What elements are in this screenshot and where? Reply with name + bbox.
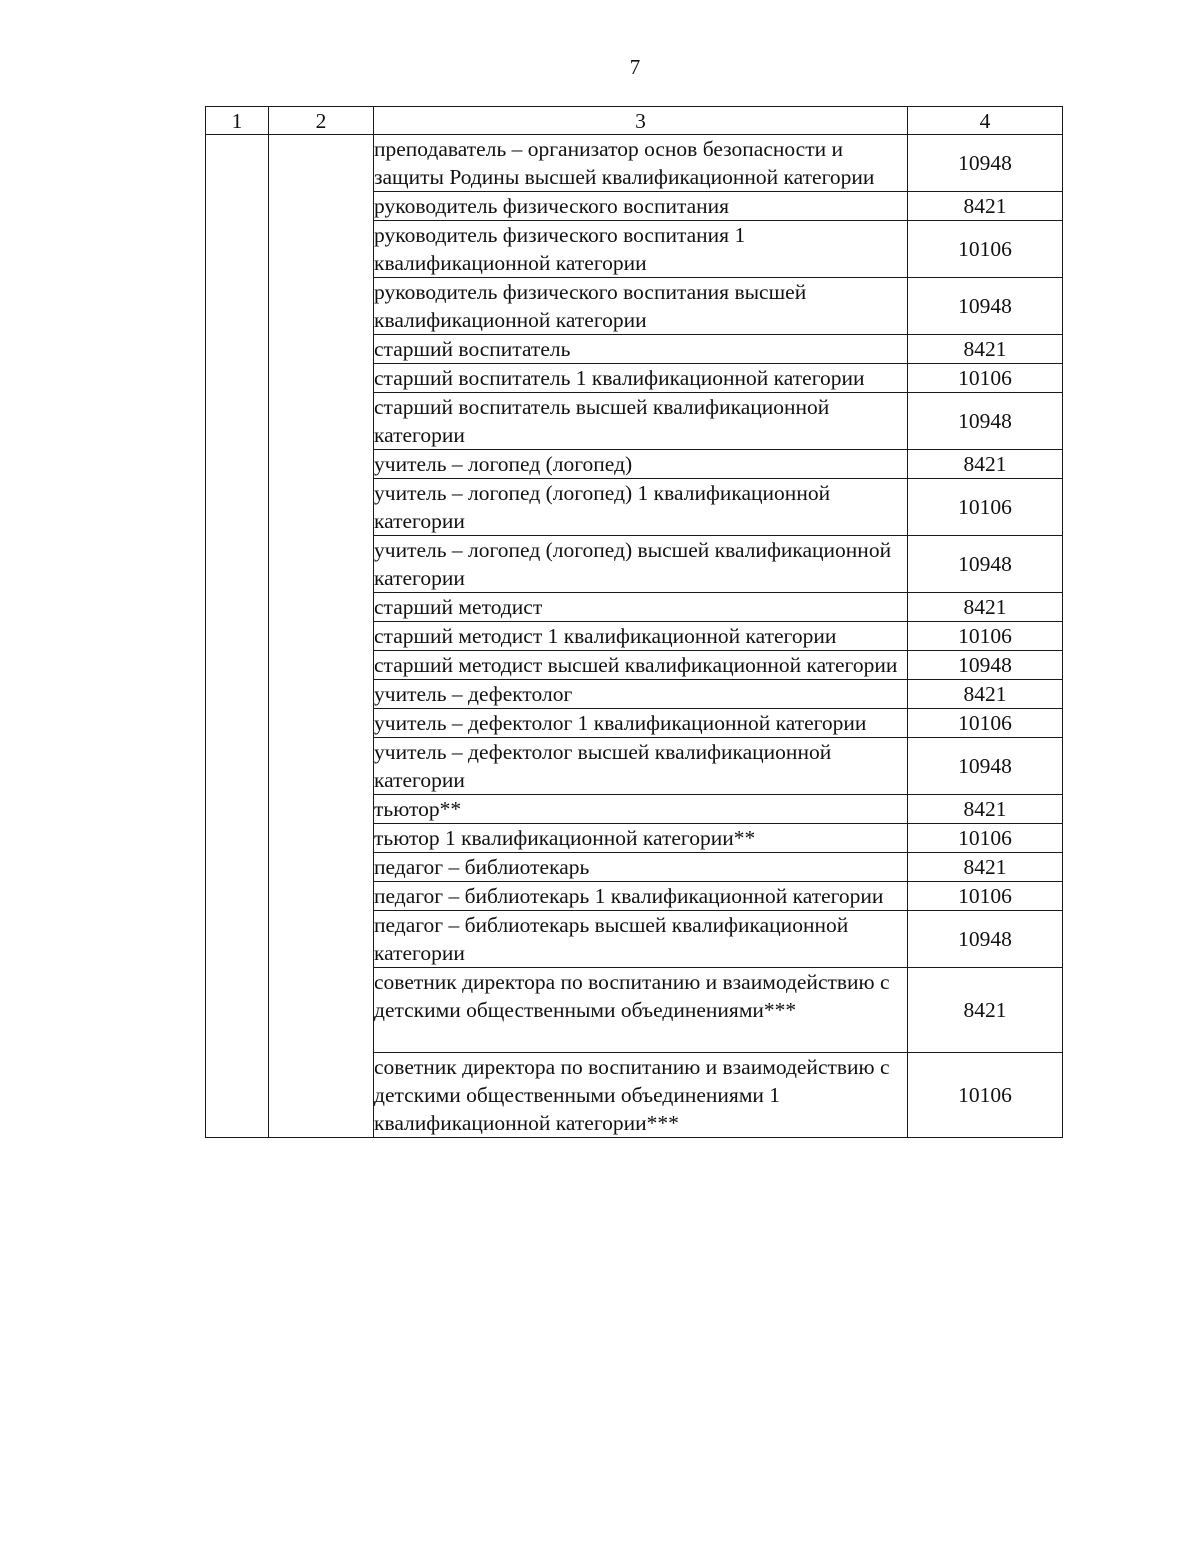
position-cell: педагог – библиотекарь высшей квалификационной категории	[374, 911, 908, 968]
salary-cell: 10106	[908, 479, 1063, 536]
column-1-cell	[206, 135, 269, 1138]
table-header-row	[206, 107, 1063, 135]
position-cell: учитель – дефектолог высшей квалификационной категории	[374, 738, 908, 795]
salary-cell: 8421	[908, 335, 1063, 364]
salary-table	[205, 106, 1063, 1138]
salary-cell: 10948	[908, 651, 1063, 680]
salary-cell: 10106	[908, 824, 1063, 853]
salary-cell: 8421	[908, 450, 1063, 479]
position-cell: руководитель физического воспитания высшей квалификационной категории	[374, 278, 908, 335]
salary-cell: 10106	[908, 1053, 1063, 1138]
salary-cell: 8421	[908, 593, 1063, 622]
salary-cell: 10948	[908, 278, 1063, 335]
salary-cell: 10948	[908, 911, 1063, 968]
column-header-2: 2	[269, 107, 374, 135]
position-cell: преподаватель – организатор основ безопасности и защиты Родины высшей квалификационной категории	[374, 135, 908, 192]
salary-cell: 8421	[908, 795, 1063, 824]
position-cell: педагог – библиотекарь 1 квалификационной категории	[374, 882, 908, 911]
salary-cell: 8421	[908, 853, 1063, 882]
position-cell: советник директора по воспитанию и взаимодействию с детскими общественными объединениями***	[374, 970, 890, 1022]
position-cell: учитель – логопед (логопед) высшей квалификационной категории	[374, 536, 908, 593]
column-header-4: 4	[908, 107, 1063, 135]
position-cell: старший воспитатель	[374, 335, 908, 364]
salary-cell: 10948	[908, 135, 1063, 192]
position-cell: учитель – логопед (логопед)	[374, 450, 908, 479]
position-cell: старший методист	[374, 593, 908, 622]
position-cell: старший воспитатель высшей квалификационной категории	[374, 393, 908, 450]
position-cell: учитель – дефектолог	[374, 680, 908, 709]
salary-cell: 10106	[908, 364, 1063, 393]
table-row	[206, 135, 1063, 192]
salary-cell: 10106	[908, 221, 1063, 278]
position-cell: старший методист 1 квалификационной категории	[374, 622, 908, 651]
position-cell: старший методист высшей квалификационной категории	[374, 651, 908, 680]
salary-cell: 8421	[908, 192, 1063, 221]
salary-cell: 10106	[908, 882, 1063, 911]
salary-cell: 10948	[908, 536, 1063, 593]
page-number: 7	[629, 55, 641, 79]
salary-cell: 10106	[908, 622, 1063, 651]
salary-cell: 8421	[908, 680, 1063, 709]
position-cell: руководитель физического воспитания	[374, 192, 908, 221]
position-cell: руководитель физического воспитания 1 квалификационной категории	[374, 221, 908, 278]
position-cell: тьютор 1 квалификационной категории**	[374, 824, 908, 853]
salary-cell: 10106	[908, 709, 1063, 738]
salary-cell: 10948	[908, 738, 1063, 795]
column-2-cell	[269, 135, 374, 1138]
position-cell: старший воспитатель 1 квалификационной категории	[374, 364, 908, 393]
salary-cell: 8421	[908, 968, 1063, 1053]
empty-line	[374, 1024, 907, 1052]
position-cell: педагог – библиотекарь	[374, 853, 908, 882]
salary-cell: 10948	[908, 393, 1063, 450]
position-cell: тьютор**	[374, 795, 908, 824]
position-cell: учитель – дефектолог 1 квалификационной категории	[374, 709, 908, 738]
column-header-3: 3	[374, 107, 908, 135]
column-header-1: 1	[206, 107, 269, 135]
position-cell: советник директора по воспитанию и взаимодействию с детскими общественными объединениями 1 квалификационной категории***	[374, 1053, 908, 1138]
position-cell: учитель – логопед (логопед) 1 квалификационной категории	[374, 479, 908, 536]
position-cell-wrapper	[374, 968, 908, 1053]
